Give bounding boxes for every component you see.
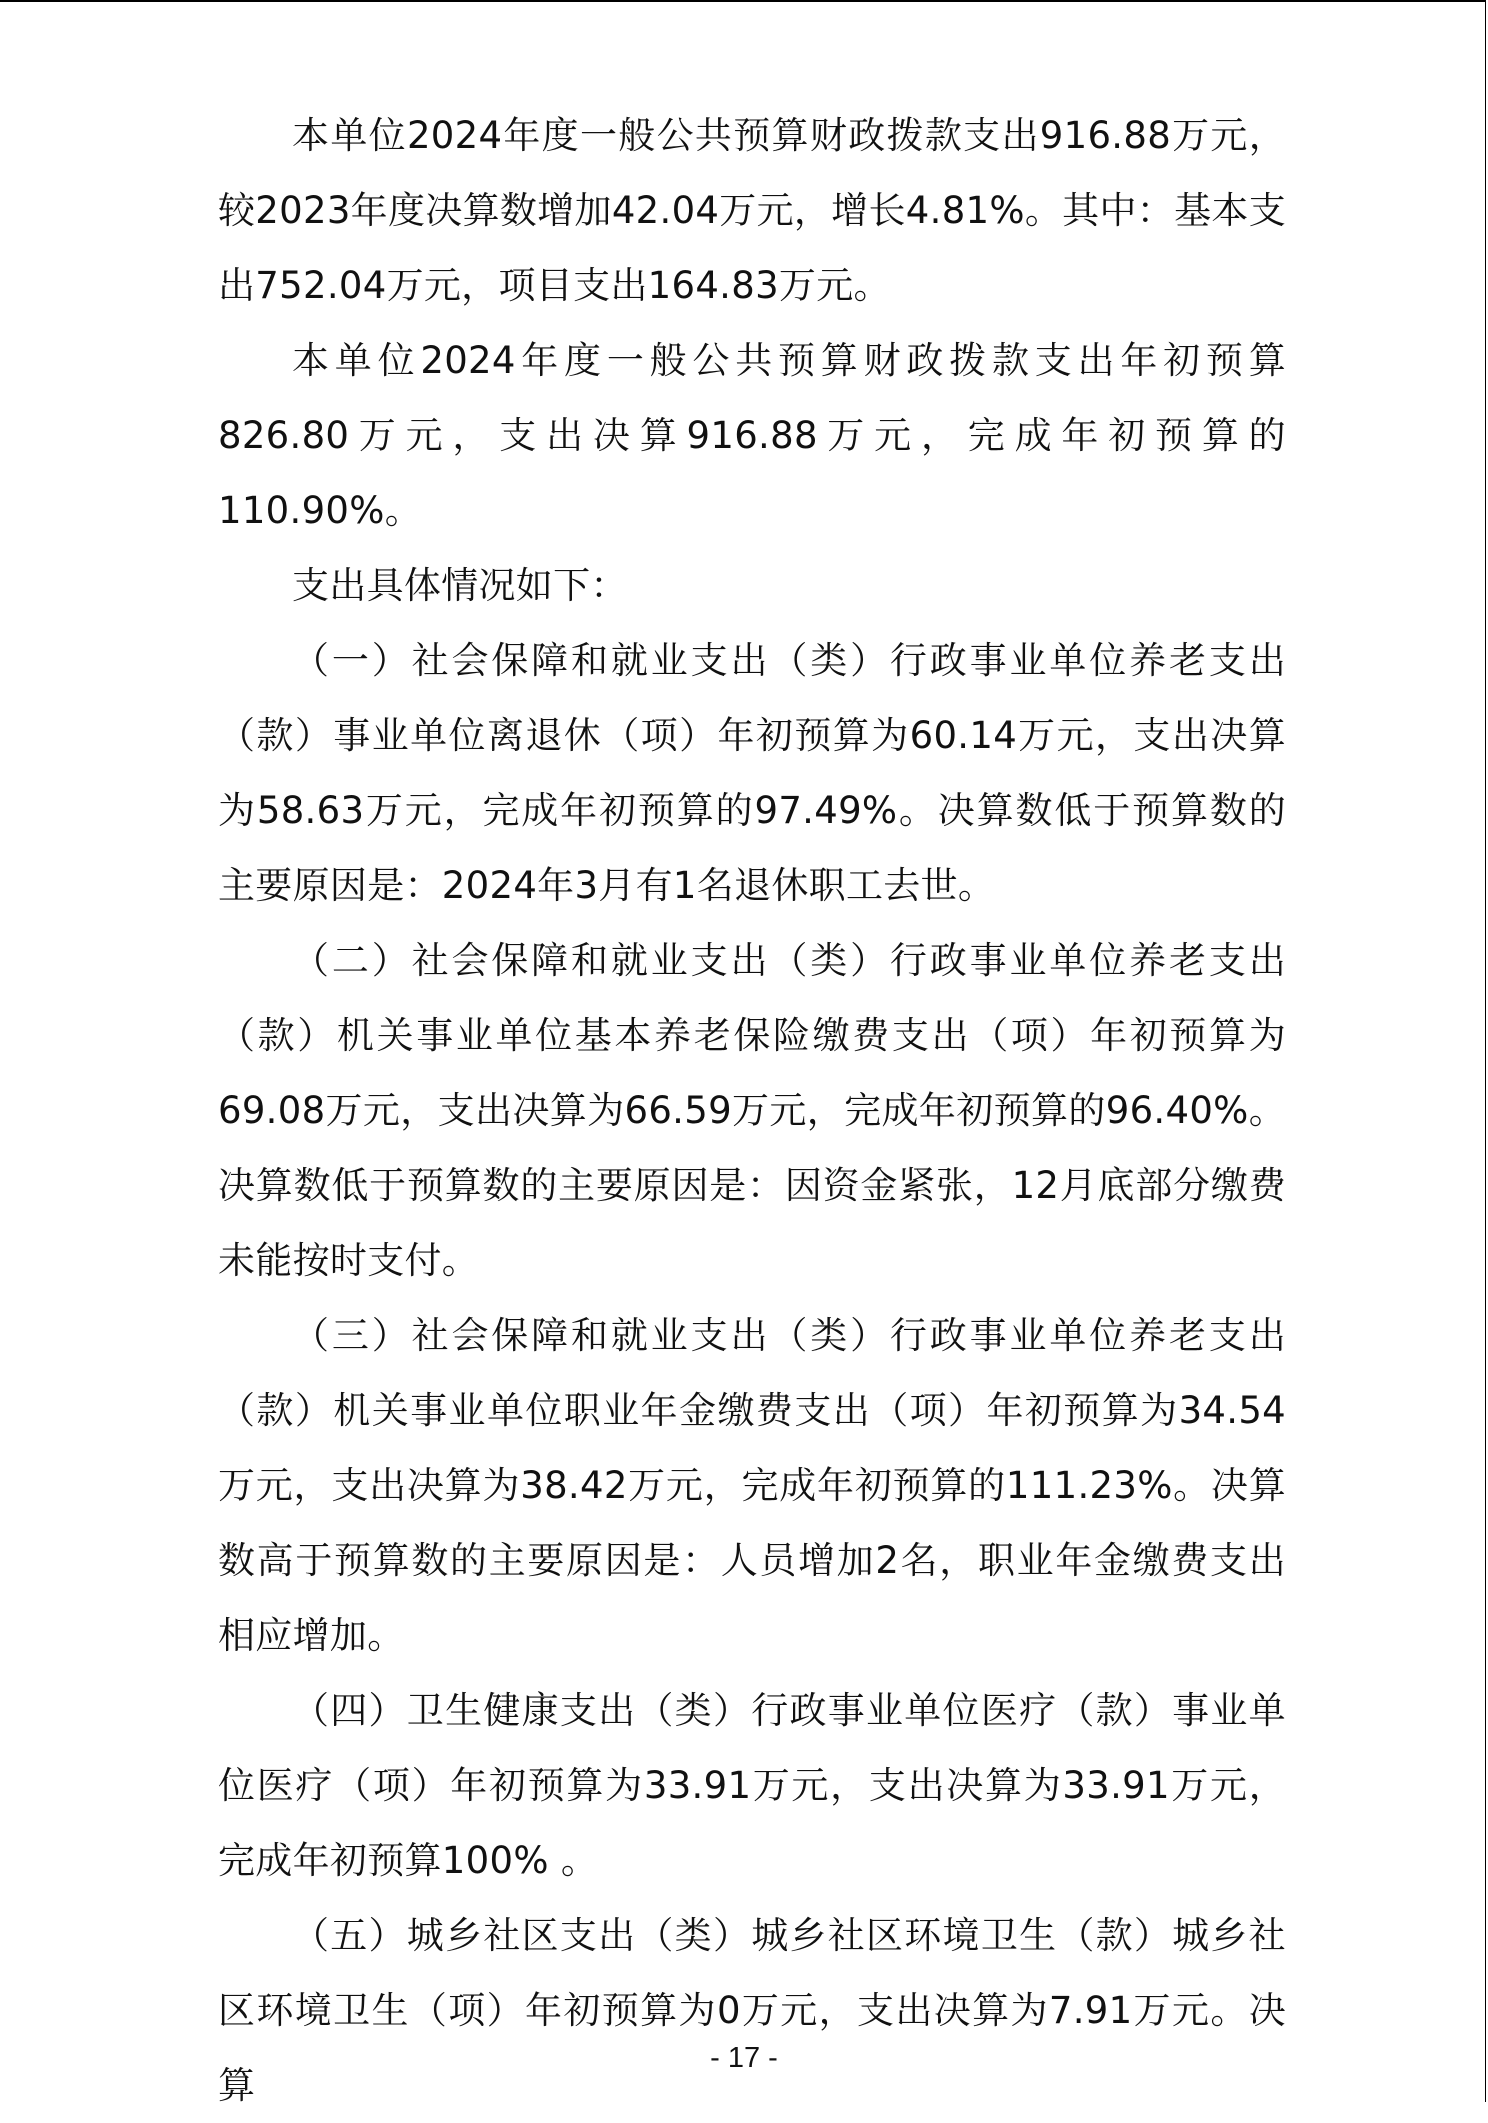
paragraph-item-4: （四）卫生健康支出（类）行政事业单位医疗（款）事业单位医疗（项）年初预算为33.91万元，支出决算为33.91万元，完成年初预算100% 。 (218, 1689, 1286, 1882)
paragraph-expenditure-summary: 本单位2024年度一般公共预算财政拨款支出916.88万元，较2023年度决算数增加42.04万元，增长4.81%。其中：基本支出752.04万元，项目支出164.83万元。 (218, 114, 1286, 307)
paragraph-item-3: （三）社会保障和就业支出（类）行政事业单位养老支出（款）机关事业单位职业年金缴费支出（项）年初预算为34.54万元，支出决算为38.42万元，完成年初预算的111.23%。决算数高于预算数的主要原因是：人员增加2名，职业年金缴费支出相应增加。 (218, 1314, 1286, 1657)
page-number: - 17 - (710, 2042, 778, 2074)
document-body (218, 98, 1286, 2123)
paragraph-item-2: （二）社会保障和就业支出（类）行政事业单位养老支出（款）机关事业单位基本养老保险缴费支出（项）年初预算为69.08万元，支出决算为66.59万元，完成年初预算的96.40%。决算数低于预算数的主要原因是：因资金紧张，12月底部分缴费未能按时支付。 (218, 939, 1286, 1282)
paragraph-item-5: （五）城乡社区支出（类）城乡社区环境卫生（款）城乡社区环境卫生（项）年初预算为0万元，支出决算为7.91万元。决算 (218, 1914, 1286, 2107)
paragraph-budget-completion: 本单位2024年度一般公共预算财政拨款支出年初预算826.80万元，支出决算916.88万元，完成年初预算的110.90%。 (218, 339, 1286, 532)
paragraph-item-1: （一）社会保障和就业支出（类）行政事业单位养老支出（款）事业单位离退休（项）年初预算为60.14万元，支出决算为58.63万元，完成年初预算的97.49%。决算数低于预算数的主要原因是：2024年3月有1名退休职工去世。 (218, 639, 1286, 907)
paragraph-details-intro: 支出具体情况如下： (292, 564, 628, 607)
